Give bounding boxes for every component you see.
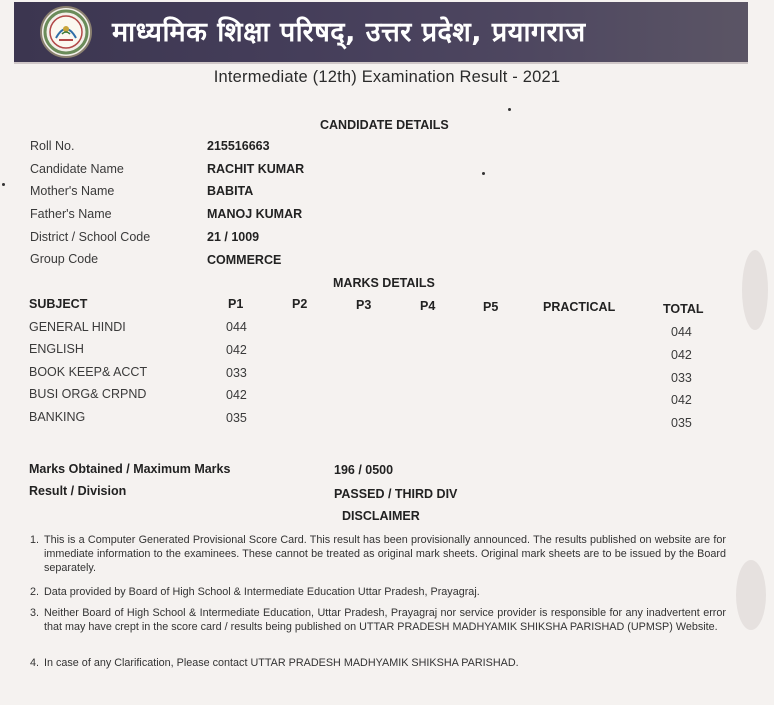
disclaimer-item bbox=[30, 656, 726, 670]
table-row-subject: GENERAL HINDI bbox=[29, 320, 126, 334]
table-row-total: 042 bbox=[671, 393, 692, 407]
exam-title: Intermediate (12th) Examination Result - 2021 bbox=[213, 68, 561, 86]
disclaimer-item-number: 2. bbox=[30, 586, 40, 598]
table-row-p1: 042 bbox=[226, 343, 247, 357]
table-row-total: 044 bbox=[671, 325, 692, 339]
disclaimer-item bbox=[30, 533, 726, 575]
marks-obtained-value: 196 / 0500 bbox=[334, 463, 394, 477]
field-label-district-school: District / School Code bbox=[30, 230, 151, 244]
column-header-p4: P4 bbox=[420, 299, 436, 313]
header-divider bbox=[14, 62, 748, 64]
result-division-label: Result / Division bbox=[29, 484, 127, 498]
disclaimer-item-number: 3. bbox=[30, 607, 40, 619]
table-row-subject: BUSI ORG& CRPND bbox=[29, 387, 147, 401]
table-row-p1: 042 bbox=[226, 388, 247, 402]
disclaimer-item-text: Neither Board of High School & Intermediate Education, Uttar Pradesh, Prayagraj nor service provider is responsible for any inadvertent error that may have crept in the score card / results being published on UTTAR PRADESH MADHYAMIK SHIKSHA PARISHAD (UPMSP) Website. bbox=[44, 607, 726, 633]
column-header-practical: PRACTICAL bbox=[543, 300, 616, 314]
table-row-total: 035 bbox=[671, 416, 692, 430]
result-division-value: PASSED / THIRD DIV bbox=[334, 487, 458, 501]
up-government-emblem-icon bbox=[40, 6, 92, 58]
table-row-total: 042 bbox=[671, 348, 692, 362]
field-label-group-code: Group Code bbox=[30, 252, 99, 266]
marks-section-title: MARKS DETAILS bbox=[333, 276, 435, 290]
column-header-p1: P1 bbox=[228, 297, 244, 311]
table-row-p1: 035 bbox=[226, 411, 247, 425]
disclaimer-title: DISCLAIMER bbox=[342, 509, 420, 523]
disclaimer-item-number: 4. bbox=[30, 657, 40, 669]
board-title: माध्यमिक शिक्षा परिषद्, उत्तर प्रदेश, प्रयागराज bbox=[112, 17, 586, 48]
field-value-group-code: COMMERCE bbox=[207, 253, 282, 267]
field-label-roll-no: Roll No. bbox=[30, 139, 75, 153]
column-header-p2: P2 bbox=[292, 297, 308, 311]
disclaimer-item-text: This is a Computer Generated Provisional Score Card. This result has been provisionally announced. The results published on website are for immediate information to the examinees. These cannot be treated as original mark sheets. Original mark sheets are to be issued by the Board separately. bbox=[44, 534, 726, 574]
field-value-roll-no: 215516663 bbox=[207, 139, 270, 153]
column-header-total: TOTAL bbox=[663, 302, 704, 316]
scan-speck bbox=[2, 183, 5, 186]
table-row-total: 033 bbox=[671, 371, 692, 385]
disclaimer-item-number: 1. bbox=[30, 534, 40, 546]
field-value-candidate-name: RACHIT KUMAR bbox=[207, 162, 305, 176]
disclaimer-item-text: In case of any Clarification, Please contact UTTAR PRADESH MADHYAMIK SHIKSHA PARISHAD. bbox=[44, 657, 519, 669]
table-row-p1: 044 bbox=[226, 320, 247, 334]
field-value-district-school: 21 / 1009 bbox=[207, 230, 260, 244]
field-label-candidate-name: Candidate Name bbox=[30, 162, 124, 176]
marks-obtained-label: Marks Obtained / Maximum Marks bbox=[29, 462, 231, 476]
scan-speck bbox=[482, 172, 485, 175]
disclaimer-item bbox=[30, 606, 726, 634]
scan-smudge bbox=[736, 560, 766, 630]
disclaimer-item-text: Data provided by Board of High School & Intermediate Education Uttar Pradesh, Prayagraj. bbox=[44, 586, 480, 598]
column-header-p5: P5 bbox=[483, 300, 499, 314]
table-row-subject: BOOK KEEP& ACCT bbox=[29, 365, 148, 379]
table-row-subject: ENGLISH bbox=[29, 342, 84, 356]
field-value-mother-name: BABITA bbox=[207, 184, 254, 198]
field-label-father-name: Father's Name bbox=[30, 207, 112, 221]
field-label-mother-name: Mother's Name bbox=[30, 184, 115, 198]
header-banner bbox=[14, 2, 748, 62]
field-value-father-name: MANOJ KUMAR bbox=[207, 207, 303, 221]
column-header-subject: SUBJECT bbox=[29, 297, 88, 311]
scan-speck bbox=[508, 108, 511, 111]
scan-smudge bbox=[742, 250, 768, 330]
column-header-p3: P3 bbox=[356, 298, 372, 312]
table-row-p1: 033 bbox=[226, 366, 247, 380]
table-row-subject: BANKING bbox=[29, 410, 86, 424]
candidate-section-title: CANDIDATE DETAILS bbox=[320, 118, 449, 132]
disclaimer-item bbox=[30, 585, 726, 599]
